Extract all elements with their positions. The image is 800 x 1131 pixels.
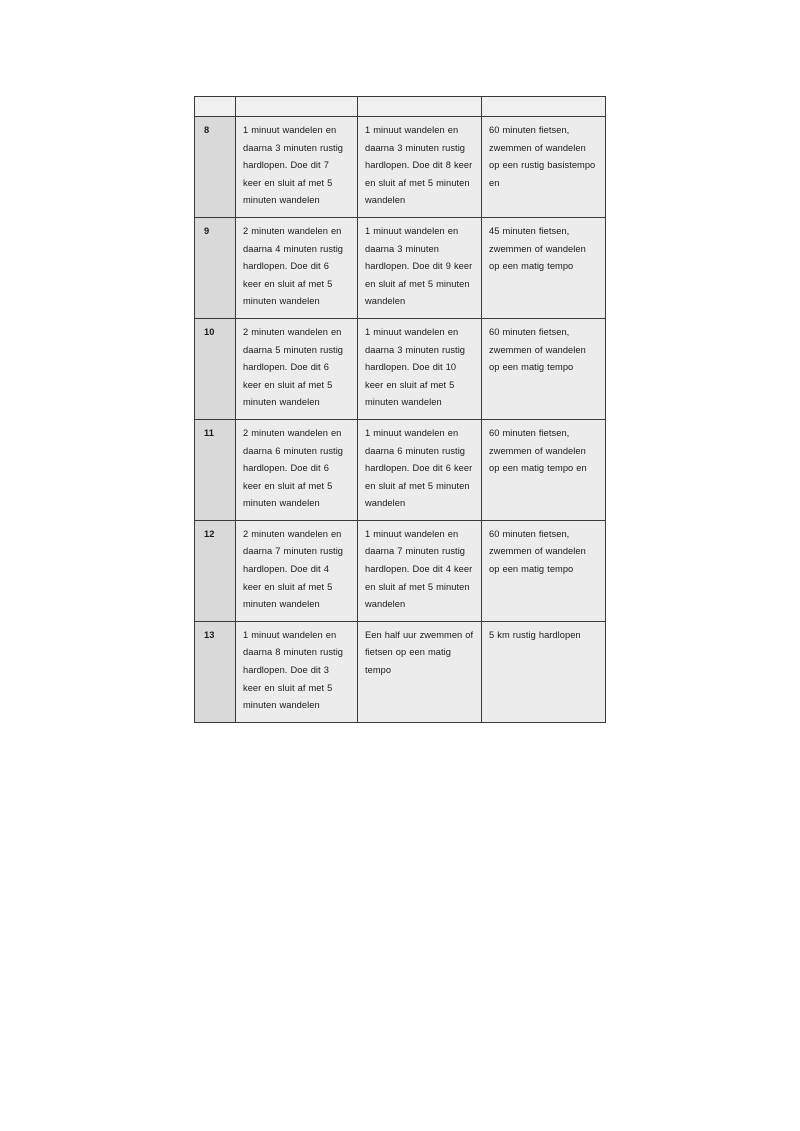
table-row (195, 217, 606, 318)
week-number-cell: 8 (195, 117, 236, 218)
table-body (195, 97, 606, 723)
workout-c-cell: 60 minuten fietsen, zwemmen of wandelen op een matig tempo (482, 520, 606, 621)
training-schedule-table (194, 96, 606, 723)
table-row (195, 318, 606, 419)
workout-a-cell: 2 minuten wandelen en daarna 5 minuten rustig hardlopen. Doe dit 6 keer en sluit af met 5 minuten wandelen (236, 318, 358, 419)
workout-a-cell: 1 minuut wandelen en daarna 8 minuten rustig hardlopen. Doe dit 3 keer en sluit af met 5 minuten wandelen (236, 621, 358, 722)
week-number-cell: 10 (195, 318, 236, 419)
workout-a-cell: 2 minuten wandelen en daarna 7 minuten rustig hardlopen. Doe dit 4 keer en sluit af met 5 minuten wandelen (236, 520, 358, 621)
header-cell-workout-c (482, 97, 606, 117)
table-row (195, 621, 606, 722)
workout-b-cell: 1 minuut wandelen en daarna 6 minuten rustig hardlopen. Doe dit 6 keer en sluit af met 5 minuten wandelen (358, 419, 482, 520)
workout-b-cell: Een half uur zwemmen of fietsen op een matig tempo (358, 621, 482, 722)
table-header-row (195, 97, 606, 117)
workout-c-cell: 5 km rustig hardlopen (482, 621, 606, 722)
workout-c-cell: 60 minuten fietsen, zwemmen of wandelen op een matig tempo (482, 318, 606, 419)
table-row (195, 419, 606, 520)
week-number-cell: 11 (195, 419, 236, 520)
workout-a-cell: 1 minuut wandelen en daarna 3 minuten rustig hardlopen. Doe dit 7 keer en sluit af met 5 minuten wandelen (236, 117, 358, 218)
header-cell-workout-a (236, 97, 358, 117)
header-cell-week (195, 97, 236, 117)
workout-b-cell: 1 minuut wandelen en daarna 3 minuten hardlopen. Doe dit 9 keer en sluit af met 5 minuten wandelen (358, 217, 482, 318)
workout-c-cell: 45 minuten fietsen, zwemmen of wandelen op een matig tempo (482, 217, 606, 318)
workout-a-cell: 2 minuten wandelen en daarna 6 minuten rustig hardlopen. Doe dit 6 keer en sluit af met 5 minuten wandelen (236, 419, 358, 520)
workout-c-cell: 60 minuten fietsen, zwemmen of wandelen op een rustig basistempo en (482, 117, 606, 218)
workout-b-cell: 1 minuut wandelen en daarna 3 minuten rustig hardlopen. Doe dit 8 keer en sluit af met 5 minuten wandelen (358, 117, 482, 218)
workout-b-cell: 1 minuut wandelen en daarna 3 minuten rustig hardlopen. Doe dit 10 keer en sluit af met 5 minuten wandelen (358, 318, 482, 419)
workout-b-cell: 1 minuut wandelen en daarna 7 minuten rustig hardlopen. Doe dit 4 keer en sluit af met 5 minuten wandelen (358, 520, 482, 621)
workout-c-cell: 60 minuten fietsen, zwemmen of wandelen op een matig tempo en (482, 419, 606, 520)
week-number-cell: 9 (195, 217, 236, 318)
header-cell-workout-b (358, 97, 482, 117)
table-row (195, 117, 606, 218)
week-number-cell: 13 (195, 621, 236, 722)
table-row (195, 520, 606, 621)
workout-a-cell: 2 minuten wandelen en daarna 4 minuten rustig hardlopen. Doe dit 6 keer en sluit af met 5 minuten wandelen (236, 217, 358, 318)
week-number-cell: 12 (195, 520, 236, 621)
